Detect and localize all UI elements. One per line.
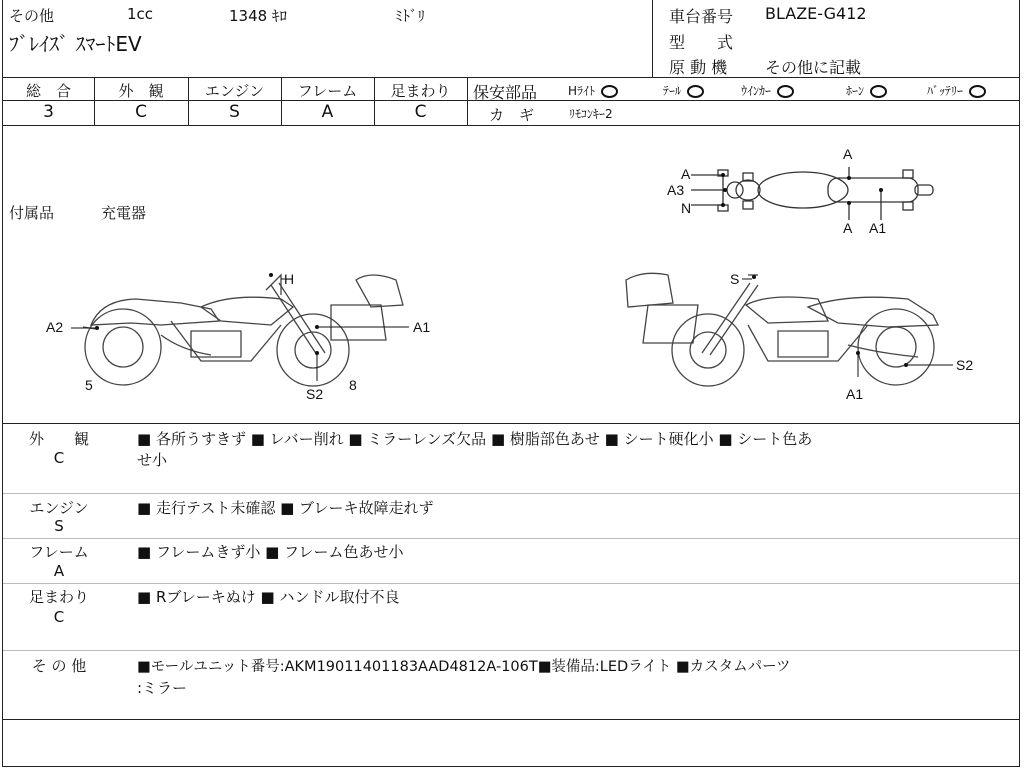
model-name: ﾌﾞﾚｲｽﾞ ｽﾏｰﾄEV <box>9 32 142 56</box>
frame-no: BLAZE-G412 <box>765 4 867 23</box>
grade-frame-value: A <box>321 102 334 122</box>
grade-engine-value: S <box>229 102 240 122</box>
accessories-label: 付属品 <box>9 204 55 222</box>
remark-frame-grade: A <box>53 562 65 580</box>
top-label-a-rear: A <box>843 220 853 236</box>
key-label: カ ギ <box>489 106 535 124</box>
grade-suspension-label: 足まわり <box>390 82 451 100</box>
right-label-s2: S2 <box>956 357 974 373</box>
safety-horn: ﾎｰﾝ <box>846 82 887 99</box>
left-label-5: 5 <box>85 377 93 393</box>
left-label-h: H <box>284 271 295 287</box>
bike-right-side-diagram <box>618 265 988 405</box>
grade-exterior-label: 外 観 <box>118 82 164 100</box>
ok-circle-icon <box>777 85 794 98</box>
left-label-s2: S2 <box>306 386 324 402</box>
remark-frame-line1: ■ フレームきず小 ■ フレーム色あせ小 <box>137 543 404 561</box>
left-label-a2: A2 <box>46 319 64 335</box>
grade-engine-label: エンジン <box>204 82 265 100</box>
grade-overall-label: 総 合 <box>25 82 71 100</box>
remark-frame-category: フレーム <box>29 543 89 561</box>
safety-label: 保安部品 <box>473 83 538 102</box>
displacement: 1cc <box>127 5 154 23</box>
inspection-sheet <box>2 0 1020 767</box>
top-label-n: N <box>681 200 692 216</box>
remark-engine-grade: S <box>54 517 64 535</box>
safety-tail: ﾃｰﾙ <box>663 82 704 99</box>
top-label-a: A <box>681 166 691 182</box>
remark-exterior-grade: C <box>53 449 65 467</box>
remark-other-line1: ■モールユニット番号:AKM19011401183AAD4812A-106T■装備品:LEDライト ■カスタムパーツ <box>137 659 791 675</box>
left-label-a1: A1 <box>413 319 431 335</box>
right-label-s: S <box>730 271 740 287</box>
remark-exterior-category: 外 観 <box>28 430 89 448</box>
ok-circle-icon <box>870 85 887 98</box>
frame-no-label: 車台番号 <box>669 7 734 26</box>
remark-suspension-category: 足まわり <box>28 588 89 606</box>
safety-headlight: Hﾗｲﾄ <box>568 82 618 99</box>
remark-exterior-line1: ■ 各所うすきず ■ レバー削れ ■ ミラーレンズ欠品 ■ 樹脂部色あせ ■ シート硬化小 ■ シート色あ <box>137 430 813 448</box>
right-label-a1: A1 <box>846 386 864 402</box>
mileage: 1348 ｷﾛ <box>229 7 287 25</box>
remark-engine-category: エンジン <box>29 499 89 517</box>
color: ﾐﾄﾞﾘ <box>395 7 426 25</box>
top-label-a-front: A <box>843 146 853 162</box>
grade-overall-value: 3 <box>43 102 54 122</box>
engine-label: 原 動 機 <box>669 58 728 77</box>
accessories-value: 充電器 <box>101 204 147 222</box>
remark-exterior-line2: せ小 <box>137 451 168 469</box>
remark-suspension-line1: ■ Rブレーキぬけ ■ ハンドル取付不良 <box>137 588 400 606</box>
grade-frame-label: フレーム <box>297 82 358 100</box>
bike-left-side-diagram <box>41 265 441 405</box>
engine-value: その他に記載 <box>765 58 862 77</box>
grade-exterior-value: C <box>135 102 147 122</box>
ok-circle-icon <box>601 85 618 98</box>
safety-battery: ﾊﾞｯﾃﾘｰ <box>927 82 986 99</box>
remark-other-line2: :ミラー <box>137 679 188 697</box>
left-label-8: 8 <box>349 377 357 393</box>
bike-top-view-diagram <box>663 145 963 240</box>
key-value: ﾘﾓｺﾝｷｰ2 <box>569 107 613 121</box>
top-label-a3: A3 <box>667 182 685 198</box>
grade-suspension-value: C <box>414 102 427 122</box>
category: その他 <box>9 7 55 25</box>
top-label-a1: A1 <box>869 220 887 236</box>
remark-suspension-grade: C <box>53 608 65 626</box>
remark-engine-line1: ■ 走行テスト未確認 ■ ブレーキ故障走れず <box>137 499 434 517</box>
safety-winker: ｳｲﾝｶｰ <box>741 82 794 99</box>
remark-other-category: そ の 他 <box>31 657 87 675</box>
ok-circle-icon <box>969 85 986 98</box>
type-label: 型 式 <box>669 33 734 52</box>
ok-circle-icon <box>687 85 704 98</box>
